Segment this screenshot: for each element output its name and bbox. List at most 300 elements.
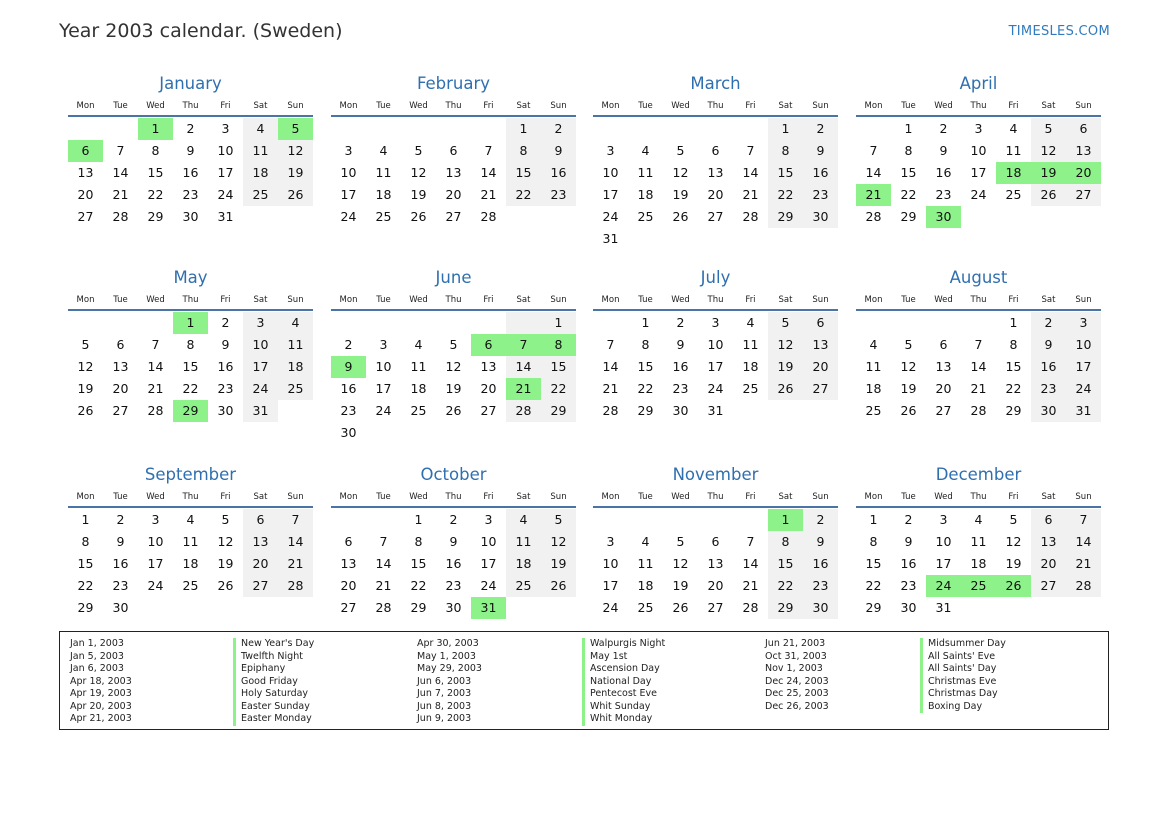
day-cell[interactable]: 14 [112, 165, 129, 180]
day-cell[interactable]: 7 [606, 337, 615, 352]
day-cell[interactable]: 17 [602, 187, 619, 202]
day-cell[interactable]: 19 [768, 356, 803, 378]
day-cell[interactable]: 26 [672, 600, 689, 615]
day-cell[interactable]: 20 [243, 553, 278, 575]
day-cell[interactable]: 20 [445, 187, 462, 202]
day-cell[interactable]: 23 [803, 575, 838, 597]
day-cell[interactable]: 18 [243, 162, 278, 184]
day-cell[interactable]: 22 [865, 578, 882, 593]
day-cell[interactable]: 4 [641, 534, 650, 549]
day-cell[interactable]: 3 [606, 534, 615, 549]
day-cell[interactable]: 6 [711, 143, 720, 158]
day-cell[interactable]: 19 [541, 553, 576, 575]
day-cell[interactable]: 21 [278, 553, 313, 575]
holiday-day-cell[interactable]: 1 [138, 118, 173, 140]
holiday-day-cell[interactable]: 20 [1066, 162, 1101, 184]
day-cell[interactable]: 3 [974, 121, 983, 136]
day-cell[interactable]: 22 [1005, 381, 1022, 396]
day-cell[interactable]: 2 [676, 315, 685, 330]
day-cell[interactable]: 19 [672, 187, 689, 202]
day-cell[interactable]: 15 [182, 359, 199, 374]
day-cell[interactable]: 11 [742, 337, 759, 352]
day-cell[interactable]: 26 [77, 403, 94, 418]
day-cell[interactable]: 22 [541, 378, 576, 400]
day-cell[interactable]: 24 [217, 187, 234, 202]
day-cell[interactable]: 23 [672, 381, 689, 396]
day-cell[interactable]: 10 [707, 337, 724, 352]
day-cell[interactable]: 18 [637, 187, 654, 202]
day-cell[interactable]: 14 [742, 165, 759, 180]
day-cell[interactable]: 20 [707, 578, 724, 593]
day-cell[interactable]: 2 [939, 121, 948, 136]
day-cell[interactable]: 19 [445, 381, 462, 396]
day-cell[interactable]: 29 [768, 597, 803, 619]
day-cell[interactable]: 7 [1066, 509, 1101, 531]
day-cell[interactable]: 4 [379, 143, 388, 158]
day-cell[interactable]: 11 [637, 556, 654, 571]
day-cell[interactable]: 14 [278, 531, 313, 553]
day-cell[interactable]: 12 [445, 359, 462, 374]
day-cell[interactable]: 7 [278, 509, 313, 531]
day-cell[interactable]: 21 [742, 578, 759, 593]
day-cell[interactable]: 16 [803, 553, 838, 575]
day-cell[interactable]: 11 [970, 534, 987, 549]
day-cell[interactable]: 21 [970, 381, 987, 396]
holiday-day-cell[interactable]: 5 [278, 118, 313, 140]
day-cell[interactable]: 22 [768, 184, 803, 206]
day-cell[interactable]: 24 [243, 378, 278, 400]
day-cell[interactable]: 4 [186, 512, 195, 527]
day-cell[interactable]: 17 [480, 556, 497, 571]
day-cell[interactable]: 25 [243, 184, 278, 206]
day-cell[interactable]: 15 [768, 553, 803, 575]
day-cell[interactable]: 14 [742, 556, 759, 571]
day-cell[interactable]: 8 [768, 531, 803, 553]
day-cell[interactable]: 4 [243, 118, 278, 140]
day-cell[interactable]: 13 [112, 359, 129, 374]
day-cell[interactable]: 28 [742, 600, 759, 615]
day-cell[interactable]: 28 [742, 209, 759, 224]
day-cell[interactable]: 15 [77, 556, 94, 571]
day-cell[interactable]: 11 [865, 359, 882, 374]
day-cell[interactable]: 30 [803, 597, 838, 619]
day-cell[interactable]: 23 [340, 403, 357, 418]
day-cell[interactable]: 27 [1031, 575, 1066, 597]
day-cell[interactable]: 9 [939, 143, 948, 158]
day-cell[interactable]: 3 [606, 143, 615, 158]
day-cell[interactable]: 17 [217, 165, 234, 180]
day-cell[interactable]: 19 [1005, 556, 1022, 571]
day-cell[interactable]: 18 [970, 556, 987, 571]
day-cell[interactable]: 3 [484, 512, 493, 527]
day-cell[interactable]: 28 [602, 403, 619, 418]
day-cell[interactable]: 8 [506, 140, 541, 162]
day-cell[interactable]: 1 [641, 315, 650, 330]
day-cell[interactable]: 14 [506, 356, 541, 378]
day-cell[interactable]: 5 [904, 337, 913, 352]
day-cell[interactable]: 16 [1031, 356, 1066, 378]
day-cell[interactable]: 25 [278, 378, 313, 400]
day-cell[interactable]: 13 [480, 359, 497, 374]
holiday-day-cell[interactable]: 9 [331, 356, 366, 378]
holiday-day-cell[interactable]: 21 [506, 378, 541, 400]
day-cell[interactable]: 10 [340, 165, 357, 180]
day-cell[interactable]: 4 [746, 315, 755, 330]
day-cell[interactable]: 9 [449, 534, 458, 549]
day-cell[interactable]: 12 [672, 165, 689, 180]
day-cell[interactable]: 3 [939, 512, 948, 527]
day-cell[interactable]: 17 [935, 556, 952, 571]
day-cell[interactable]: 31 [243, 400, 278, 422]
day-cell[interactable]: 27 [243, 575, 278, 597]
day-cell[interactable]: 3 [711, 315, 720, 330]
day-cell[interactable]: 5 [676, 143, 685, 158]
day-cell[interactable]: 27 [77, 209, 94, 224]
day-cell[interactable]: 18 [742, 359, 759, 374]
day-cell[interactable]: 6 [243, 509, 278, 531]
day-cell[interactable]: 7 [974, 337, 983, 352]
day-cell[interactable]: 25 [375, 209, 392, 224]
day-cell[interactable]: 11 [243, 140, 278, 162]
day-cell[interactable]: 28 [278, 575, 313, 597]
day-cell[interactable]: 15 [865, 556, 882, 571]
day-cell[interactable]: 4 [506, 509, 541, 531]
day-cell[interactable]: 18 [506, 553, 541, 575]
day-cell[interactable]: 20 [340, 578, 357, 593]
day-cell[interactable]: 10 [602, 165, 619, 180]
day-cell[interactable]: 14 [480, 165, 497, 180]
day-cell[interactable]: 12 [77, 359, 94, 374]
day-cell[interactable]: 26 [278, 184, 313, 206]
day-cell[interactable]: 28 [1066, 575, 1101, 597]
day-cell[interactable]: 25 [410, 403, 427, 418]
day-cell[interactable]: 29 [865, 600, 882, 615]
day-cell[interactable]: 12 [900, 359, 917, 374]
day-cell[interactable]: 30 [217, 403, 234, 418]
day-cell[interactable]: 7 [379, 534, 388, 549]
day-cell[interactable]: 21 [480, 187, 497, 202]
holiday-day-cell[interactable]: 31 [471, 597, 506, 619]
holiday-day-cell[interactable]: 1 [768, 509, 803, 531]
day-cell[interactable]: 3 [379, 337, 388, 352]
day-cell[interactable]: 22 [900, 187, 917, 202]
day-cell[interactable]: 14 [1066, 531, 1101, 553]
day-cell[interactable]: 25 [637, 209, 654, 224]
day-cell[interactable]: 4 [414, 337, 423, 352]
day-cell[interactable]: 29 [768, 206, 803, 228]
day-cell[interactable]: 6 [803, 312, 838, 334]
day-cell[interactable]: 26 [410, 209, 427, 224]
holiday-day-cell[interactable]: 24 [926, 575, 961, 597]
day-cell[interactable]: 26 [217, 578, 234, 593]
day-cell[interactable]: 24 [480, 578, 497, 593]
day-cell[interactable]: 23 [541, 184, 576, 206]
day-cell[interactable]: 23 [445, 578, 462, 593]
day-cell[interactable]: 13 [707, 556, 724, 571]
day-cell[interactable]: 6 [116, 337, 125, 352]
day-cell[interactable]: 5 [1031, 118, 1066, 140]
day-cell[interactable]: 27 [1066, 184, 1101, 206]
day-cell[interactable]: 9 [541, 140, 576, 162]
day-cell[interactable]: 13 [1031, 531, 1066, 553]
day-cell[interactable]: 22 [77, 578, 94, 593]
holiday-day-cell[interactable]: 6 [471, 334, 506, 356]
day-cell[interactable]: 19 [900, 381, 917, 396]
holiday-day-cell[interactable]: 30 [926, 206, 961, 228]
day-cell[interactable]: 17 [375, 381, 392, 396]
day-cell[interactable]: 14 [865, 165, 882, 180]
day-cell[interactable]: 12 [278, 140, 313, 162]
day-cell[interactable]: 6 [1066, 118, 1101, 140]
day-cell[interactable]: 9 [221, 337, 230, 352]
day-cell[interactable]: 29 [410, 600, 427, 615]
day-cell[interactable]: 5 [541, 509, 576, 531]
day-cell[interactable]: 7 [746, 143, 755, 158]
day-cell[interactable]: 2 [803, 509, 838, 531]
day-cell[interactable]: 2 [344, 337, 353, 352]
day-cell[interactable]: 24 [602, 600, 619, 615]
day-cell[interactable]: 8 [414, 534, 423, 549]
day-cell[interactable]: 12 [672, 556, 689, 571]
day-cell[interactable]: 26 [1031, 184, 1066, 206]
day-cell[interactable]: 2 [1031, 312, 1066, 334]
day-cell[interactable]: 1 [81, 512, 90, 527]
day-cell[interactable]: 19 [217, 556, 234, 571]
day-cell[interactable]: 27 [935, 403, 952, 418]
day-cell[interactable]: 16 [672, 359, 689, 374]
day-cell[interactable]: 13 [935, 359, 952, 374]
day-cell[interactable]: 11 [375, 165, 392, 180]
day-cell[interactable]: 30 [182, 209, 199, 224]
day-cell[interactable]: 6 [449, 143, 458, 158]
holiday-day-cell[interactable]: 18 [996, 162, 1031, 184]
day-cell[interactable]: 10 [602, 556, 619, 571]
day-cell[interactable]: 17 [1066, 356, 1101, 378]
day-cell[interactable]: 4 [974, 512, 983, 527]
day-cell[interactable]: 18 [375, 187, 392, 202]
day-cell[interactable]: 15 [1005, 359, 1022, 374]
day-cell[interactable]: 8 [186, 337, 195, 352]
day-cell[interactable]: 16 [803, 162, 838, 184]
day-cell[interactable]: 24 [707, 381, 724, 396]
holiday-day-cell[interactable]: 8 [541, 334, 576, 356]
day-cell[interactable]: 18 [278, 356, 313, 378]
day-cell[interactable]: 5 [676, 534, 685, 549]
day-cell[interactable]: 31 [217, 209, 234, 224]
day-cell[interactable]: 30 [900, 600, 917, 615]
day-cell[interactable]: 9 [676, 337, 685, 352]
day-cell[interactable]: 28 [506, 400, 541, 422]
day-cell[interactable]: 16 [182, 165, 199, 180]
holiday-day-cell[interactable]: 21 [856, 184, 891, 206]
day-cell[interactable]: 23 [182, 187, 199, 202]
day-cell[interactable]: 11 [637, 165, 654, 180]
day-cell[interactable]: 23 [803, 184, 838, 206]
day-cell[interactable]: 3 [344, 143, 353, 158]
day-cell[interactable]: 19 [410, 187, 427, 202]
day-cell[interactable]: 15 [541, 356, 576, 378]
day-cell[interactable]: 7 [116, 143, 125, 158]
day-cell[interactable]: 2 [803, 118, 838, 140]
day-cell[interactable]: 16 [217, 359, 234, 374]
day-cell[interactable]: 27 [707, 209, 724, 224]
day-cell[interactable]: 6 [344, 534, 353, 549]
day-cell[interactable]: 8 [641, 337, 650, 352]
day-cell[interactable]: 30 [112, 600, 129, 615]
brand-link[interactable]: TIMESLES.COM [1008, 24, 1110, 39]
day-cell[interactable]: 20 [803, 356, 838, 378]
day-cell[interactable]: 14 [970, 359, 987, 374]
day-cell[interactable]: 17 [602, 578, 619, 593]
day-cell[interactable]: 26 [768, 378, 803, 400]
day-cell[interactable]: 14 [602, 359, 619, 374]
day-cell[interactable]: 26 [900, 403, 917, 418]
holiday-day-cell[interactable]: 29 [173, 400, 208, 422]
day-cell[interactable]: 9 [186, 143, 195, 158]
day-cell[interactable]: 10 [147, 534, 164, 549]
day-cell[interactable]: 28 [970, 403, 987, 418]
day-cell[interactable]: 10 [217, 143, 234, 158]
day-cell[interactable]: 29 [77, 600, 94, 615]
day-cell[interactable]: 21 [742, 187, 759, 202]
day-cell[interactable]: 21 [602, 381, 619, 396]
day-cell[interactable]: 6 [711, 534, 720, 549]
day-cell[interactable]: 31 [1066, 400, 1101, 422]
day-cell[interactable]: 29 [541, 400, 576, 422]
day-cell[interactable]: 7 [151, 337, 160, 352]
day-cell[interactable]: 5 [221, 512, 230, 527]
day-cell[interactable]: 25 [1005, 187, 1022, 202]
day-cell[interactable]: 15 [410, 556, 427, 571]
day-cell[interactable]: 21 [147, 381, 164, 396]
day-cell[interactable]: 25 [182, 578, 199, 593]
day-cell[interactable]: 29 [147, 209, 164, 224]
day-cell[interactable]: 22 [182, 381, 199, 396]
day-cell[interactable]: 8 [81, 534, 90, 549]
day-cell[interactable]: 4 [869, 337, 878, 352]
day-cell[interactable]: 17 [147, 556, 164, 571]
day-cell[interactable]: 12 [410, 165, 427, 180]
day-cell[interactable]: 4 [641, 143, 650, 158]
day-cell[interactable]: 9 [803, 531, 838, 553]
day-cell[interactable]: 2 [116, 512, 125, 527]
day-cell[interactable]: 27 [803, 378, 838, 400]
day-cell[interactable]: 2 [449, 512, 458, 527]
day-cell[interactable]: 4 [278, 312, 313, 334]
holiday-day-cell[interactable]: 1 [173, 312, 208, 334]
holiday-day-cell[interactable]: 7 [506, 334, 541, 356]
day-cell[interactable]: 1 [1009, 315, 1018, 330]
day-cell[interactable]: 4 [1009, 121, 1018, 136]
day-cell[interactable]: 26 [541, 575, 576, 597]
day-cell[interactable]: 15 [900, 165, 917, 180]
day-cell[interactable]: 29 [1005, 403, 1022, 418]
day-cell[interactable]: 10 [970, 143, 987, 158]
day-cell[interactable]: 19 [77, 381, 94, 396]
day-cell[interactable]: 28 [480, 209, 497, 224]
day-cell[interactable]: 1 [541, 312, 576, 334]
day-cell[interactable]: 25 [865, 403, 882, 418]
day-cell[interactable]: 26 [672, 209, 689, 224]
day-cell[interactable]: 21 [375, 578, 392, 593]
day-cell[interactable]: 24 [602, 209, 619, 224]
day-cell[interactable]: 18 [410, 381, 427, 396]
day-cell[interactable]: 17 [970, 165, 987, 180]
day-cell[interactable]: 28 [112, 209, 129, 224]
day-cell[interactable]: 13 [340, 556, 357, 571]
day-cell[interactable]: 26 [445, 403, 462, 418]
day-cell[interactable]: 15 [506, 162, 541, 184]
holiday-day-cell[interactable]: 26 [996, 575, 1031, 597]
day-cell[interactable]: 1 [768, 118, 803, 140]
day-cell[interactable]: 23 [1031, 378, 1066, 400]
day-cell[interactable]: 20 [112, 381, 129, 396]
day-cell[interactable]: 27 [340, 600, 357, 615]
day-cell[interactable]: 23 [935, 187, 952, 202]
day-cell[interactable]: 8 [869, 534, 878, 549]
day-cell[interactable]: 16 [340, 381, 357, 396]
day-cell[interactable]: 30 [340, 425, 357, 440]
day-cell[interactable]: 1 [904, 121, 913, 136]
day-cell[interactable]: 20 [77, 187, 94, 202]
day-cell[interactable]: 28 [375, 600, 392, 615]
day-cell[interactable]: 6 [1031, 509, 1066, 531]
day-cell[interactable]: 13 [77, 165, 94, 180]
day-cell[interactable]: 12 [768, 334, 803, 356]
day-cell[interactable]: 16 [900, 556, 917, 571]
day-cell[interactable]: 9 [116, 534, 125, 549]
day-cell[interactable]: 17 [340, 187, 357, 202]
day-cell[interactable]: 22 [147, 187, 164, 202]
day-cell[interactable]: 5 [414, 143, 423, 158]
day-cell[interactable]: 31 [935, 600, 952, 615]
day-cell[interactable]: 24 [375, 403, 392, 418]
day-cell[interactable]: 18 [182, 556, 199, 571]
day-cell[interactable]: 3 [243, 312, 278, 334]
day-cell[interactable]: 6 [939, 337, 948, 352]
day-cell[interactable]: 1 [869, 512, 878, 527]
day-cell[interactable]: 11 [1005, 143, 1022, 158]
day-cell[interactable]: 21 [1066, 553, 1101, 575]
day-cell[interactable]: 23 [900, 578, 917, 593]
day-cell[interactable]: 31 [602, 231, 619, 246]
day-cell[interactable]: 25 [742, 381, 759, 396]
day-cell[interactable]: 15 [637, 359, 654, 374]
day-cell[interactable]: 12 [217, 534, 234, 549]
day-cell[interactable]: 5 [449, 337, 458, 352]
day-cell[interactable]: 5 [768, 312, 803, 334]
day-cell[interactable]: 24 [1066, 378, 1101, 400]
day-cell[interactable]: 14 [375, 556, 392, 571]
day-cell[interactable]: 25 [637, 600, 654, 615]
day-cell[interactable]: 18 [637, 578, 654, 593]
day-cell[interactable]: 30 [803, 206, 838, 228]
day-cell[interactable]: 5 [81, 337, 90, 352]
day-cell[interactable]: 19 [278, 162, 313, 184]
holiday-day-cell[interactable]: 19 [1031, 162, 1066, 184]
day-cell[interactable]: 31 [707, 403, 724, 418]
day-cell[interactable]: 11 [506, 531, 541, 553]
day-cell[interactable]: 22 [637, 381, 654, 396]
day-cell[interactable]: 20 [707, 187, 724, 202]
day-cell[interactable]: 20 [1031, 553, 1066, 575]
day-cell[interactable]: 16 [445, 556, 462, 571]
day-cell[interactable]: 7 [869, 143, 878, 158]
day-cell[interactable]: 10 [375, 359, 392, 374]
day-cell[interactable]: 8 [768, 140, 803, 162]
day-cell[interactable]: 13 [1066, 140, 1101, 162]
day-cell[interactable]: 9 [1031, 334, 1066, 356]
